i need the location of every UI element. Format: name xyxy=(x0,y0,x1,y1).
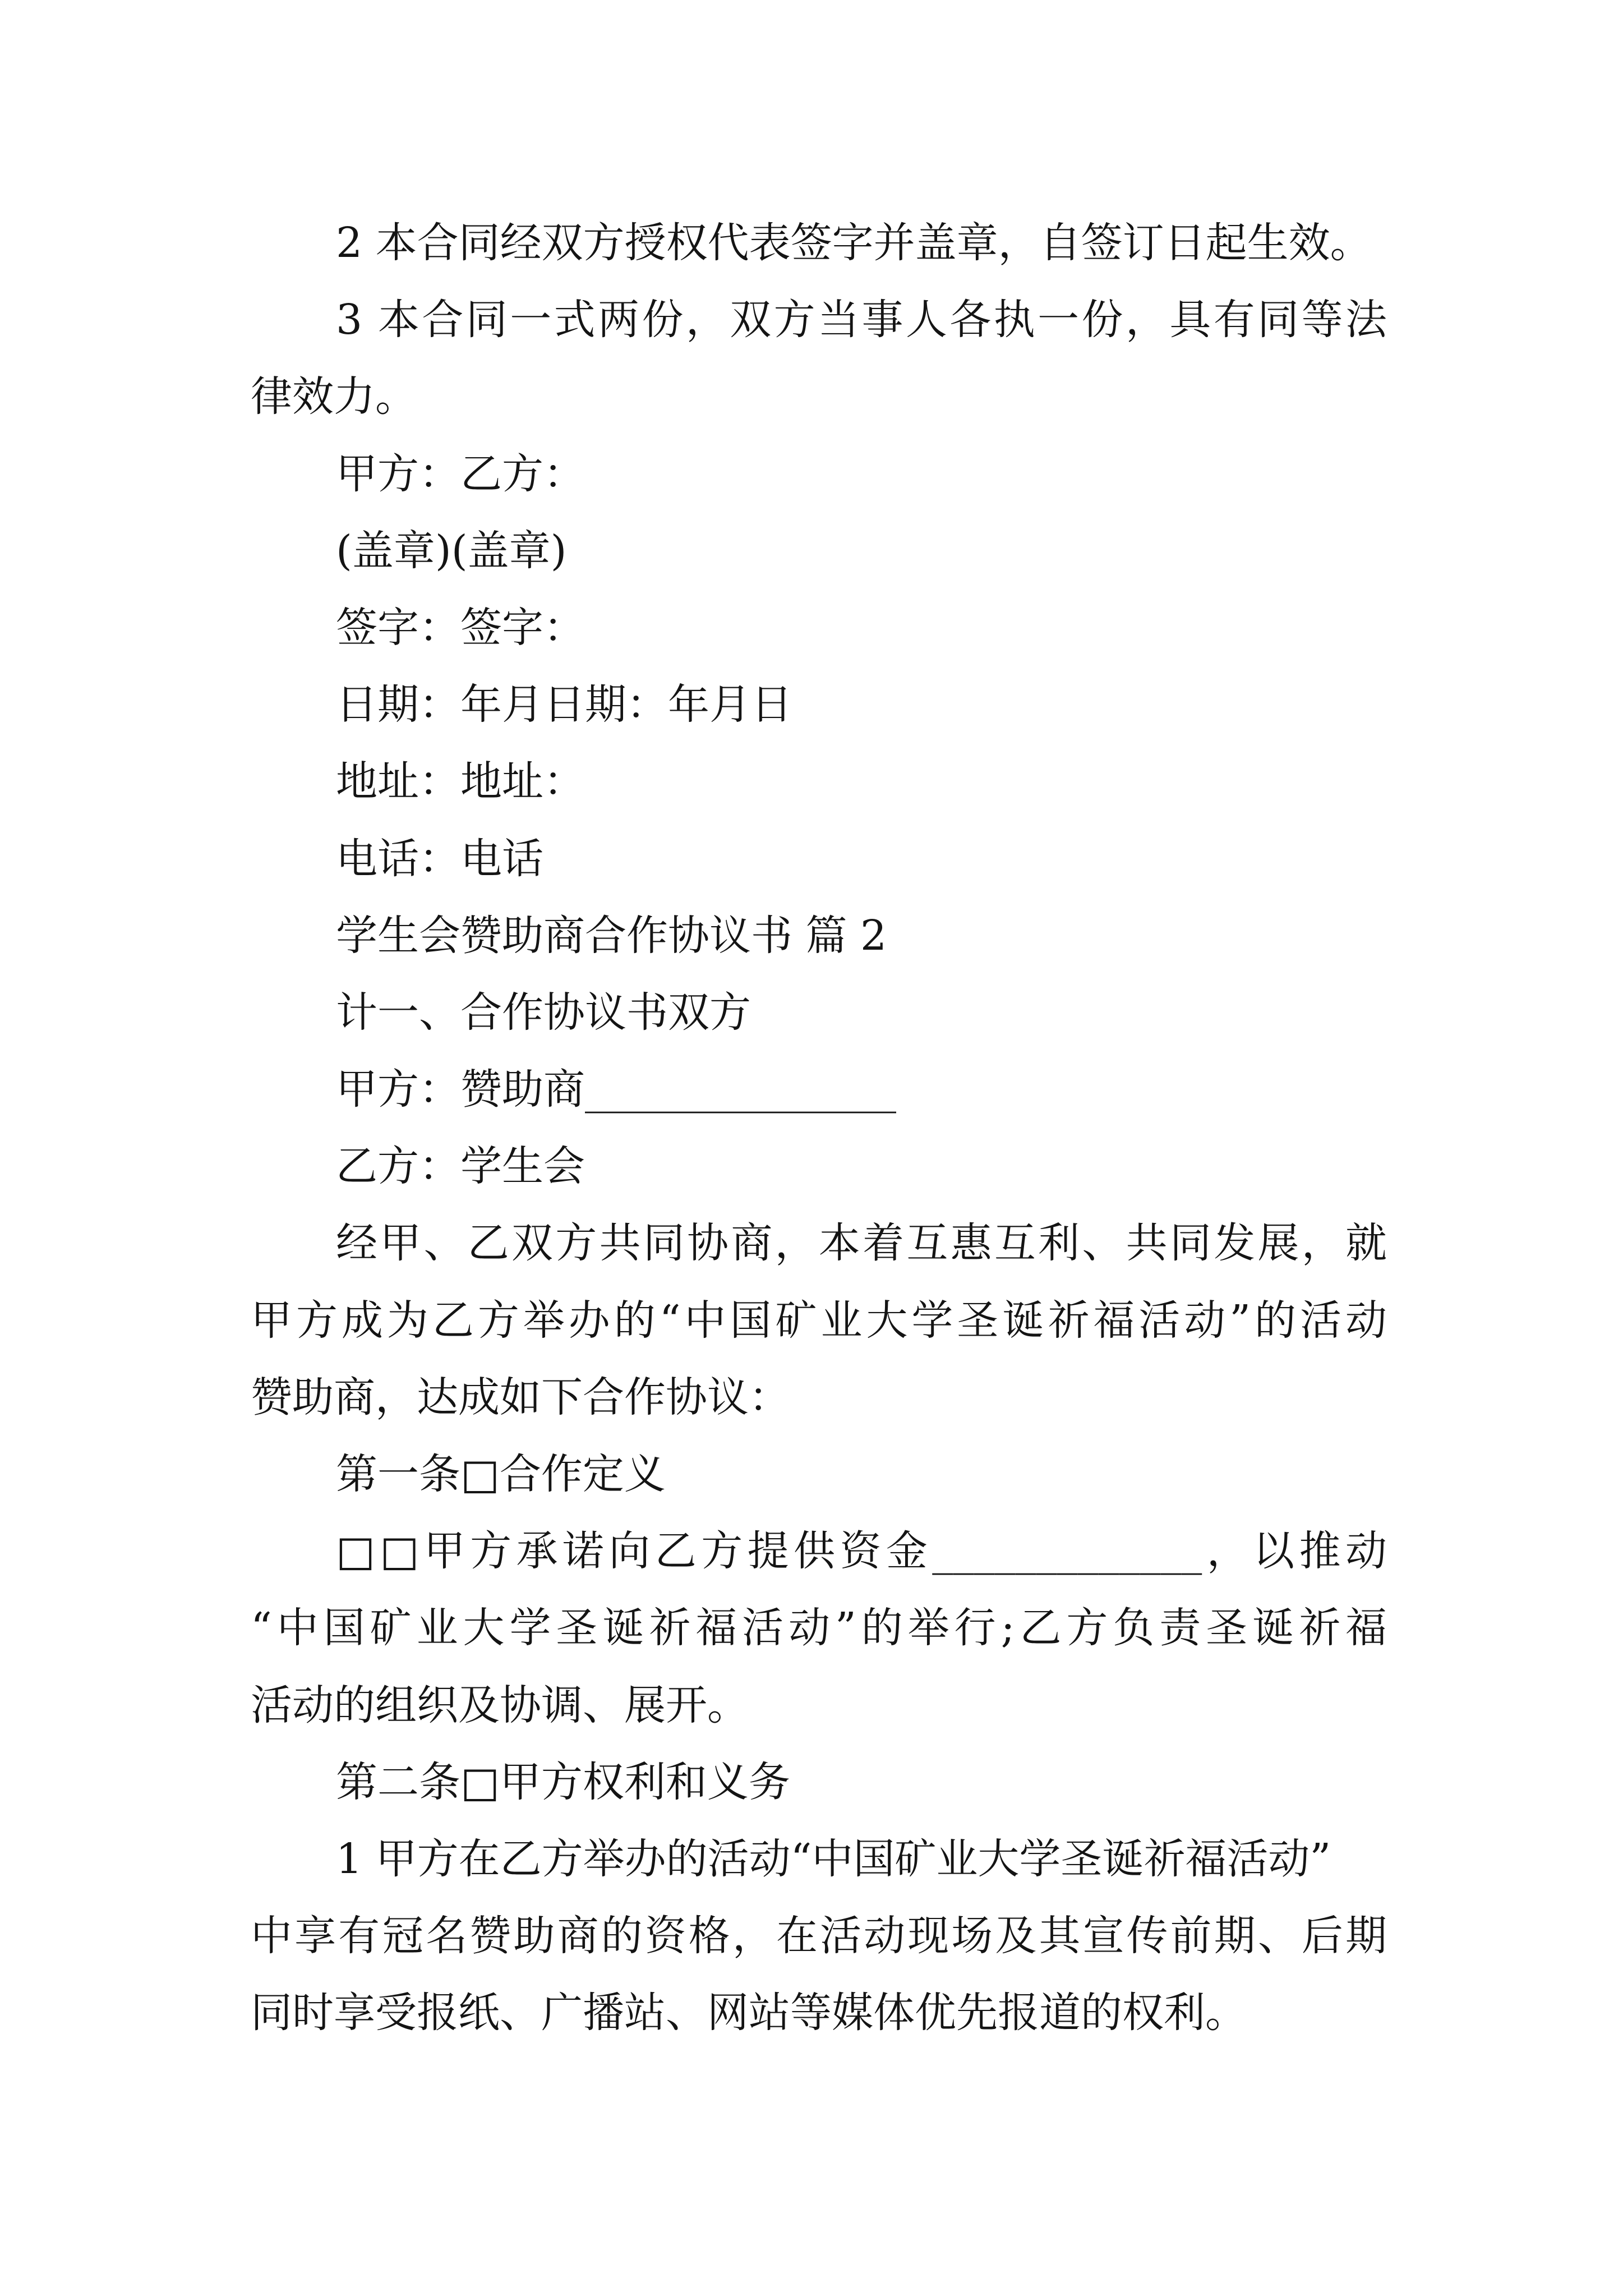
text-line: 日期：年月日期：年月日 xyxy=(336,680,792,729)
text-line: 甲方：赞助商_______________ xyxy=(336,1065,896,1114)
text-line: 计一、合作协议书双方 xyxy=(336,988,751,1037)
text-line: 学生会赞助商合作协议书 篇 2 xyxy=(336,911,887,960)
text-line: 赞助商，达成如下合作协议： xyxy=(251,1373,790,1421)
signature-sign-labels xyxy=(251,590,1387,666)
text-line: 1 甲方在乙方举办的活动“中国矿业大学圣诞祈福活动” xyxy=(336,1834,1331,1883)
text-line: 电话：电话 xyxy=(336,834,543,883)
article-1-heading xyxy=(251,1436,1387,1513)
text-line: 地址：地址： xyxy=(336,757,585,806)
section-parties-heading xyxy=(251,974,1387,1051)
article-1-body xyxy=(251,1513,1387,1744)
party-a-line xyxy=(251,1051,1387,1128)
text-line: 甲方成为乙方举办的“中国矿业大学圣诞祈福活动”的活动 xyxy=(251,1296,1387,1345)
text-line: 活动的组织及协调、展开。 xyxy=(251,1681,749,1729)
article-2-heading xyxy=(251,1744,1387,1821)
party-b-line xyxy=(251,1128,1387,1205)
document-page xyxy=(251,205,1387,2052)
clause-2-effectiveness xyxy=(251,205,1387,282)
text-line: □□甲方承诺向乙方提供资金_____________，以推动 xyxy=(336,1527,1387,1576)
text-line: 第二条□甲方权利和义务 xyxy=(336,1757,790,1806)
text-line: (盖章)(盖章) xyxy=(336,526,567,575)
preamble-paragraph xyxy=(251,1205,1387,1436)
text-line: 同时享受报纸、广播站、网站等媒体优先报道的权利。 xyxy=(251,1989,1247,2037)
signature-phone-labels xyxy=(251,821,1387,898)
clause-3-copies xyxy=(251,282,1387,435)
text-line: 经甲、乙双方共同协商，本着互惠互利、共同发展，就 xyxy=(336,1219,1387,1268)
text-line: 签字：签字： xyxy=(336,603,585,652)
article-2-clause-1 xyxy=(251,1821,1387,2052)
agreement-title xyxy=(251,898,1387,974)
text-line: 第一条□合作定义 xyxy=(336,1450,666,1498)
signature-seal-labels xyxy=(251,513,1387,590)
signature-date-labels xyxy=(251,666,1387,743)
text-line: 中享有冠名赞助商的资格，在活动现场及其宣传前期、后期 xyxy=(251,1912,1387,1961)
text-line: 甲方：乙方： xyxy=(336,449,585,498)
signature-address-labels xyxy=(251,743,1387,820)
text-line: 乙方：学生会 xyxy=(336,1142,585,1191)
text-line: 律效力。 xyxy=(251,372,417,421)
text-line: 3 本合同一式两份，双方当事人各执一份，具有同等法 xyxy=(336,296,1387,344)
text-line: 2 本合同经双方授权代表签字并盖章，自签订日起生效。 xyxy=(336,219,1372,267)
signature-party-labels xyxy=(251,436,1387,513)
text-line: “中国矿业大学圣诞祈福活动”的举行;乙方负责圣诞祈福 xyxy=(251,1604,1387,1653)
